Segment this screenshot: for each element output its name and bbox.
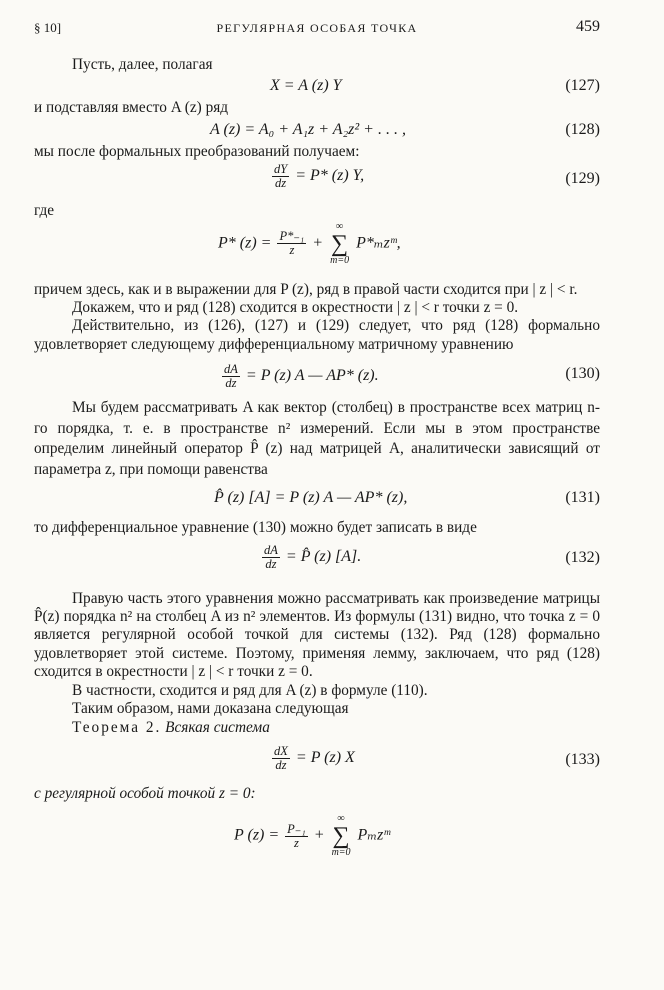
equation-rhs: = P (z) A — AP* (z). [245, 367, 379, 385]
paragraph: Докажем, что и ряд (128) сходится в окрестности | z | < r точки z = 0. [72, 299, 519, 317]
theorem-text: Всякая система [165, 718, 270, 736]
equation-131 [34, 480, 600, 516]
paragraph: где [34, 202, 55, 220]
equation-number: (132) [565, 548, 600, 566]
fraction: $\frac{dA}{dz}$ [264, 542, 278, 571]
equation-number: (129) [565, 170, 600, 188]
equation-lhs: P (z) = [234, 826, 280, 844]
paragraph: Таким образом, нами доказана следующая [72, 700, 349, 718]
paragraph: Правую часть этого уравнения можно рассматривать как произведение матрицы P̂(z) порядка n² на столбец A из n² элементов. Из формулы (131) видно, что точка z = 0 является регулярной особой точкой для системы (132). Ряд (128) формально удовлетворяет этой системе. Поэтому, применяя лемму, заключаем, что ряд (128) сходится в окрестности | z | < r точки z = 0. [34, 589, 600, 681]
equation-number: (128) [565, 120, 600, 138]
theorem-text-continued: с регулярной особой точкой z = 0: [34, 784, 256, 802]
paragraph: причем здесь, как и в выражении для P (z), ряд в правой части сходится при | z | < r. [34, 280, 578, 298]
page-body [34, 50, 600, 873]
equation-number: (130) [565, 365, 600, 383]
paragraph: то дифференциальное уравнение (130) можно будет записать в виде [34, 519, 477, 537]
equation-133 [34, 737, 600, 785]
fraction: $\frac{dX}{dz}$ [274, 743, 288, 772]
equation-rhs: = P̂ (z) [A]. [285, 547, 362, 565]
section-marker: § 10] [34, 20, 62, 35]
equation-p-star: P* (z) = $\frac{\text{P*₋₁}}{z}$ + ∞ ∑ m=0 P*ₘzᵐ, [218, 220, 401, 266]
theorem-statement [34, 719, 600, 737]
theorem-label: Теорема 2. [72, 718, 162, 736]
paragraph: мы после формальных преобразований получаем: [34, 142, 360, 160]
equation-body: P̂ (z) [A] = P (z) A — AP* (z), [214, 489, 408, 507]
running-title: РЕГУЛЯРНАЯ ОСОБАЯ ТОЧКА [216, 21, 418, 35]
page-number: 459 [576, 18, 600, 35]
equation-number: (133) [565, 750, 600, 768]
paragraph: В частности, сходится и ряд для A (z) в формуле (110). [72, 681, 428, 699]
paragraph: Мы будем рассматривать A как вектор (столбец) в пространстве всех матриц n-го порядка, т. е. в пространстве n² измерений. Если мы в этом пространстве определим линейный оператор P̂ (z) над матрицей A, аналитически зависящий от параметра z, при помощи равенства [34, 399, 600, 478]
paragraph: и подставляя вместо A (z) ряд [34, 99, 229, 117]
equation-129 [34, 161, 600, 199]
paragraph: Действительно, из (126), (127) и (129) следует, что ряд (128) формально удовлетворяет следующему дифференциальному матричному уравнению [34, 317, 600, 353]
equation-rhs: = P (z) X [295, 749, 355, 767]
equation-p: P (z) = $\frac{\text{P₋₁}}{z}$ + ∞ ∑ m=0 Pₘzᵐ [234, 813, 391, 859]
fraction: $\frac{\text{P₋₁}}{z}$ [287, 821, 306, 850]
equation-number: (127) [565, 77, 600, 95]
paragraph: Пусть, далее, полагая [72, 56, 213, 73]
equation-body: A (z) = A₀ + A₁z + A₂z² + . . . , [210, 120, 406, 138]
equation-127 [34, 74, 600, 99]
equation-128 [34, 118, 600, 143]
equation-132 [34, 538, 600, 586]
summation: ∞ ∑ m=0 [330, 220, 350, 266]
equation-body: X = A (z) Y [270, 77, 342, 95]
fraction: $\frac{dA}{dz}$ [224, 362, 238, 391]
fraction: $\frac{\text{P*₋₁}}{z}$ [279, 229, 305, 258]
equation-number: (131) [565, 489, 600, 507]
equation-lhs: P* (z) = [218, 234, 272, 252]
equation-rhs: = P* (z) Y, [295, 167, 365, 185]
running-header [34, 18, 600, 40]
equation-130 [34, 354, 600, 398]
summation: ∞ ∑ m=0 [331, 813, 351, 859]
fraction: $\frac{dY}{dz}$ [274, 162, 288, 191]
